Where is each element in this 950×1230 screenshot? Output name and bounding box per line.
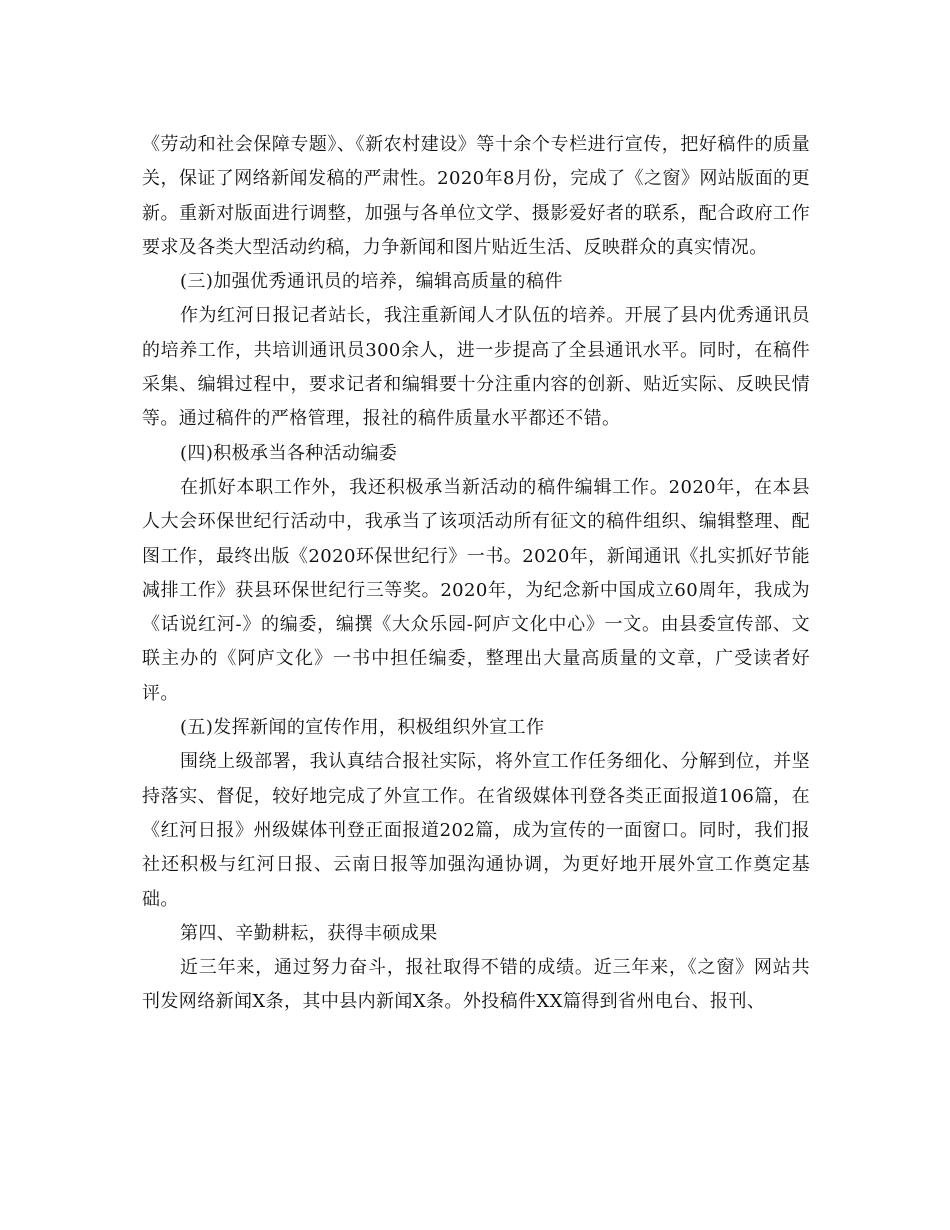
paragraph-continuation: 《劳动和社会保障专题》、《新农村建设》等十余个专栏进行宣传，把好稿件的质量关，保证了网络新闻发稿的严肃性。2020年8月份，完成了《之窗》网站版面的更新。重新对版面进行调整，加强与各单位文学、摄影爱好者的联系，配合政府工作要求及各类大型活动约稿，力争新闻和图片贴近生活、反映群众的真实情况。: [142, 134, 810, 258]
paragraph-correspondents: 作为红河日报记者站长，我注重新闻人才队伍的培养。开展了县内优秀通讯员的培养工作，共培训通讯员300余人，进一步提高了全县通讯水平。同时，在稿件采集、编辑过程中，要求记者和编辑要十分注重内容的创新、贴近实际、反映民情等。通过稿件的严格管理，报社的稿件质量水平都还不错。: [142, 305, 810, 430]
document-body: [142, 128, 810, 1020]
section-heading-5: (五)发挥新闻的宣传作用，积极组织外宣工作: [180, 717, 545, 739]
section-heading-3: (三)加强优秀通讯员的培养，编辑高质量的稿件: [180, 271, 563, 293]
paragraph-external-publicity: 围绕上级部署，我认真结合报社实际，将外宣工作任务细化、分解到位，并坚持落实、督促，较好地完成了外宣工作。在省级媒体刊登各类正面报道106篇，在《红河日报》州级媒体刊登正面报道202篇，成为宣传的一面窗口。同时，我们报社还积极与红河日报、云南日报等加强沟通协调，为更好地开展外宣工作奠定基础。: [142, 751, 810, 910]
section-heading-part-4: 第四、辛勤耕耘，获得丰硕成果: [180, 922, 438, 944]
paragraph-editorial-work: 在抓好本职工作外，我还积极承当新活动的稿件编辑工作。2020年，在本县人大会环保世纪行活动中，我承当了该项活动所有征文的稿件组织、编辑整理、配图工作，最终出版《2020环保世纪行》一书。2020年，新闻通讯《扎实抓好节能减排工作》获县环保世纪行三等奖。2020年，为纪念新中国成立60周年，我成为《话说红河-》的编委，编撰《大众乐园-阿庐文化中心》一文。由县委宣传部、文联主办的《阿庐文化》一书中担任编委，整理出大量高质量的文章，广受读者好评。: [142, 476, 810, 704]
paragraph-achievements: 近三年来，通过努力奋斗，报社取得不错的成绩。近三年来，《之窗》网站共刊发网络新闻X条，其中县内新闻X条。外投稿件XX篇得到省州电台、报刊、: [142, 957, 810, 1013]
section-heading-4: (四)积极承当各种活动编委: [180, 442, 398, 464]
